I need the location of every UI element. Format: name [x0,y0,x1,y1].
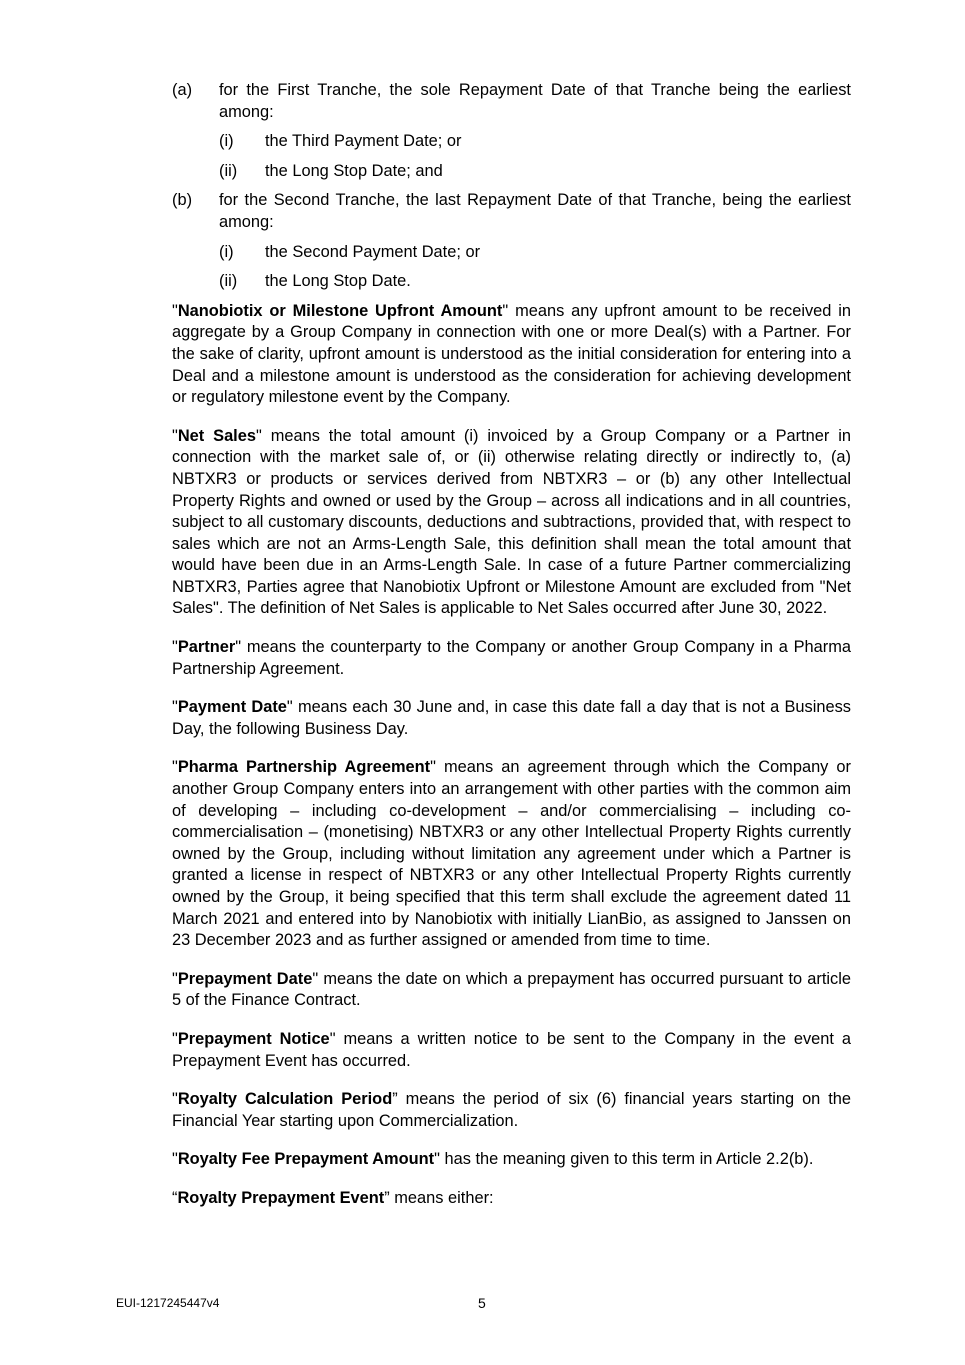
sub-text: the Long Stop Date; and [265,161,443,180]
sub-label: (ii) [219,161,238,180]
page-number: 5 [478,1295,486,1311]
defined-term: Royalty Prepayment Event [177,1188,385,1207]
definition-prepayment-notice: "Prepayment Notice" means a written notice to be sent to the Company in the event a Prepayment Event has occurred. [172,1029,851,1070]
defined-term: Royalty Calculation Period [177,1090,393,1109]
definition-pharma-partnership-agreement: "Pharma Partnership Agreement" means an agreement through which the Company or another Group Company enters into an arrangement with other parties with the common aim of developing – including co-development – and/or commercialising – including co-commercialisation – (monetising) NBTXR3 or any other Intellectual Property Rights currently owned by the Group, including without limitation any agreement under which a Partner is granted a license in respect of NBTXR3 or any other Intellectual Property Rights currently owned by the Group, it being specified that this term shall exclude the agreement dated 11 March 2021 and entered into by Nanobiotix with initially LianBio, as assigned to Janssen on 23 December 2023 and as further assigned or amended from time to time. [172,758,851,950]
sub-item [219,242,851,264]
definition-prepayment-date: "Prepayment Date" means the date on which a prepayment has occurred pursuant to article 5 of the Finance Contract. [172,969,851,1010]
defined-term: Prepayment Date [177,969,313,988]
defined-term: Net Sales [177,426,256,445]
defined-term: Nanobiotix or Milestone Upfront Amount [177,301,503,320]
defined-term: Pharma Partnership Agreement [177,758,431,777]
definition-payment-date: "Payment Date" means each 30 June and, in case this date fall a day that is not a Business Day, the following Business Day. [172,698,851,738]
definition-royalty-prepayment-event: “Royalty Prepayment Event” means either: [172,1188,494,1207]
defined-term: Payment Date [177,698,287,717]
sub-item [219,131,851,153]
list-text: for the Second Tranche, the last Repayment Date of that Tranche, being the earliest among: [219,191,851,231]
sub-text: the Second Payment Date; or [265,242,481,261]
sub-label: (i) [219,242,234,261]
list-text: for the First Tranche, the sole Repayment Date of that Tranche being the earliest among: [219,81,851,121]
definition-royalty-calculation-period: "Royalty Calculation Period” means the period of six (6) financial years starting on the Financial Year starting upon Commercialization. [172,1090,851,1130]
definition-royalty-fee-prepayment-amount: "Royalty Fee Prepayment Amount" has the meaning given to this term in Article 2.2(b). [172,1150,814,1169]
page-content [172,80,851,1227]
list-label: (a) [172,81,193,99]
list-item-b [172,190,851,233]
document-reference: EUI-1217245447v4 [116,1296,220,1310]
sub-text: the Long Stop Date. [265,272,411,291]
sub-label: (i) [219,132,234,151]
sub-item [219,161,851,183]
definition-partner: "Partner" means the counterparty to the Company or another Group Company in a Pharma Partnership Agreement. [172,638,851,678]
definition-net-sales: "Net Sales" means the total amount (i) invoiced by a Group Company or a Partner in connection with the market sale of, or (ii) otherwise relating directly or indirectly to, (a) NBTXR3 or products or services derived from NBTXR3 – or (b) any other Intellectual Property Rights and owned or used by the Group – across all indications and in all countries, subject to all customary discounts, deductions and subtractions, provided that, with respect to sales which are not an Arms-Length Sale, this definition shall mean the total amount that would have been due in an Arms-Length Sale. In case of a future Partner commercializing NBTXR3, Parties agree that Nanobiotix Upfront or Milestone Amount are excluded from "Net Sales". The definition of Net Sales is applicable to Net Sales occurred after June 30, 2022. [172,426,851,618]
list-item-a [172,80,851,123]
defined-term: Partner [177,638,236,657]
definition-nanobiotix-upfront-amount: "Nanobiotix or Milestone Upfront Amount" means any upfront amount to be received in aggregate by a Group Company in connection with one or more Deal(s) with a Partner. For the sake of clarity, upfront amount is understood as the initial consideration for entering into a Deal and a milestone amount is understood as the consideration for achieving development or regulatory milestone event by the Company. [172,301,851,407]
sub-text: the Third Payment Date; or [265,132,462,151]
sub-item [219,271,851,293]
sub-label: (ii) [219,272,238,291]
list-label: (b) [172,191,193,210]
defined-term: Royalty Fee Prepayment Amount [177,1150,435,1169]
defined-term: Prepayment Notice [177,1029,330,1048]
